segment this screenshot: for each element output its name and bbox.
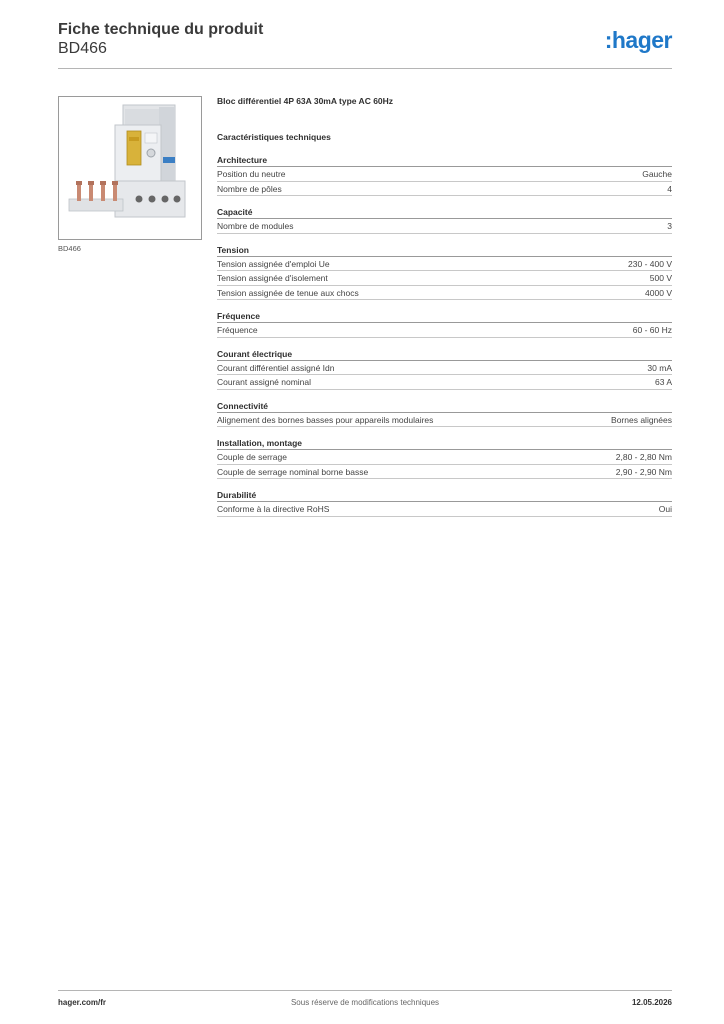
spec-row — [217, 219, 672, 234]
spec-group — [217, 348, 672, 390]
spec-row — [217, 257, 672, 272]
spec-row — [217, 413, 672, 428]
spec-value: 230 - 400 V — [628, 258, 672, 269]
spec-groups — [217, 154, 672, 517]
spec-value: 4 — [667, 183, 672, 194]
group-heading: Capacité — [217, 206, 672, 219]
spec-label: Conforme à la directive RoHS — [217, 504, 330, 514]
spec-label: Courant assigné nominal — [217, 377, 312, 387]
header-divider — [58, 68, 672, 69]
group-heading: Architecture — [217, 154, 672, 167]
spec-group — [217, 437, 672, 479]
footer-notice: Sous réserve de modifications techniques — [290, 998, 440, 1007]
product-photo-icon — [58, 96, 202, 240]
spec-value: 3 — [667, 221, 672, 231]
spec-group — [217, 206, 672, 234]
spec-value: 60 - 60 Hz — [632, 325, 672, 335]
spec-group — [217, 244, 672, 301]
spec-value: Gauche — [642, 169, 672, 179]
spec-label: Alignement des bornes basses pour appareils modulaires — [217, 414, 434, 425]
spec-row — [217, 167, 672, 182]
spec-row — [217, 182, 672, 197]
spec-group — [217, 400, 672, 428]
spec-row — [217, 450, 672, 465]
spec-row — [217, 465, 672, 480]
spec-value: 500 V — [649, 273, 672, 283]
spec-value: 30 mA — [647, 362, 672, 373]
spec-label: Couple de serrage — [217, 452, 287, 462]
product-reference: BD466 — [58, 40, 107, 57]
product-title: Bloc différentiel 4P 63A 30mA type AC 60Hz — [217, 96, 394, 106]
spec-label: Nombre de pôles — [217, 183, 282, 194]
spec-label: Nombre de modules — [217, 221, 294, 231]
specifications — [217, 96, 672, 517]
group-heading: Tension — [217, 244, 672, 257]
group-heading: Courant électrique — [217, 348, 672, 361]
section-heading: Caractéristiques techniques — [217, 132, 331, 142]
group-heading: Connectivité — [217, 400, 672, 413]
spec-label: Couple de serrage nominal borne basse — [217, 466, 369, 477]
spec-value: 2,80 - 2,80 Nm — [615, 452, 672, 462]
spec-row — [217, 286, 672, 301]
group-heading: Durabilité — [217, 489, 672, 502]
page-header — [58, 20, 672, 68]
document-title: Fiche technique du produit — [58, 21, 264, 38]
spec-value: Oui — [658, 504, 672, 514]
spec-label: Tension assignée de tenue aux chocs — [217, 287, 359, 298]
spec-value: 2,90 - 2,90 Nm — [615, 466, 672, 477]
spec-label: Fréquence — [217, 325, 258, 335]
spec-group — [217, 154, 672, 196]
spec-label: Tension assignée d'emploi Ue — [217, 258, 330, 269]
spec-label: Position du neutre — [217, 169, 286, 179]
spec-value: Bornes alignées — [611, 414, 672, 425]
spec-value: 4000 V — [645, 287, 672, 298]
website-link[interactable]: hager.com/fr — [58, 998, 107, 1007]
footer-divider — [58, 990, 672, 991]
spec-value: 63 A — [654, 377, 672, 387]
spec-row — [217, 375, 672, 390]
footer-date: 12.05.2026 — [631, 998, 672, 1007]
hager-logo: :hager — [604, 27, 672, 53]
spec-label: Courant différentiel assigné Idn — [217, 362, 335, 373]
image-caption: BD466 — [58, 244, 81, 253]
spec-row — [217, 502, 672, 517]
group-heading: Installation, montage — [217, 437, 672, 450]
spec-row — [217, 323, 672, 338]
spec-label: Tension assignée d'isolement — [217, 273, 328, 283]
group-heading: Fréquence — [217, 310, 672, 323]
spec-group — [217, 489, 672, 517]
spec-row — [217, 271, 672, 286]
spec-row — [217, 361, 672, 376]
spec-group — [217, 310, 672, 338]
